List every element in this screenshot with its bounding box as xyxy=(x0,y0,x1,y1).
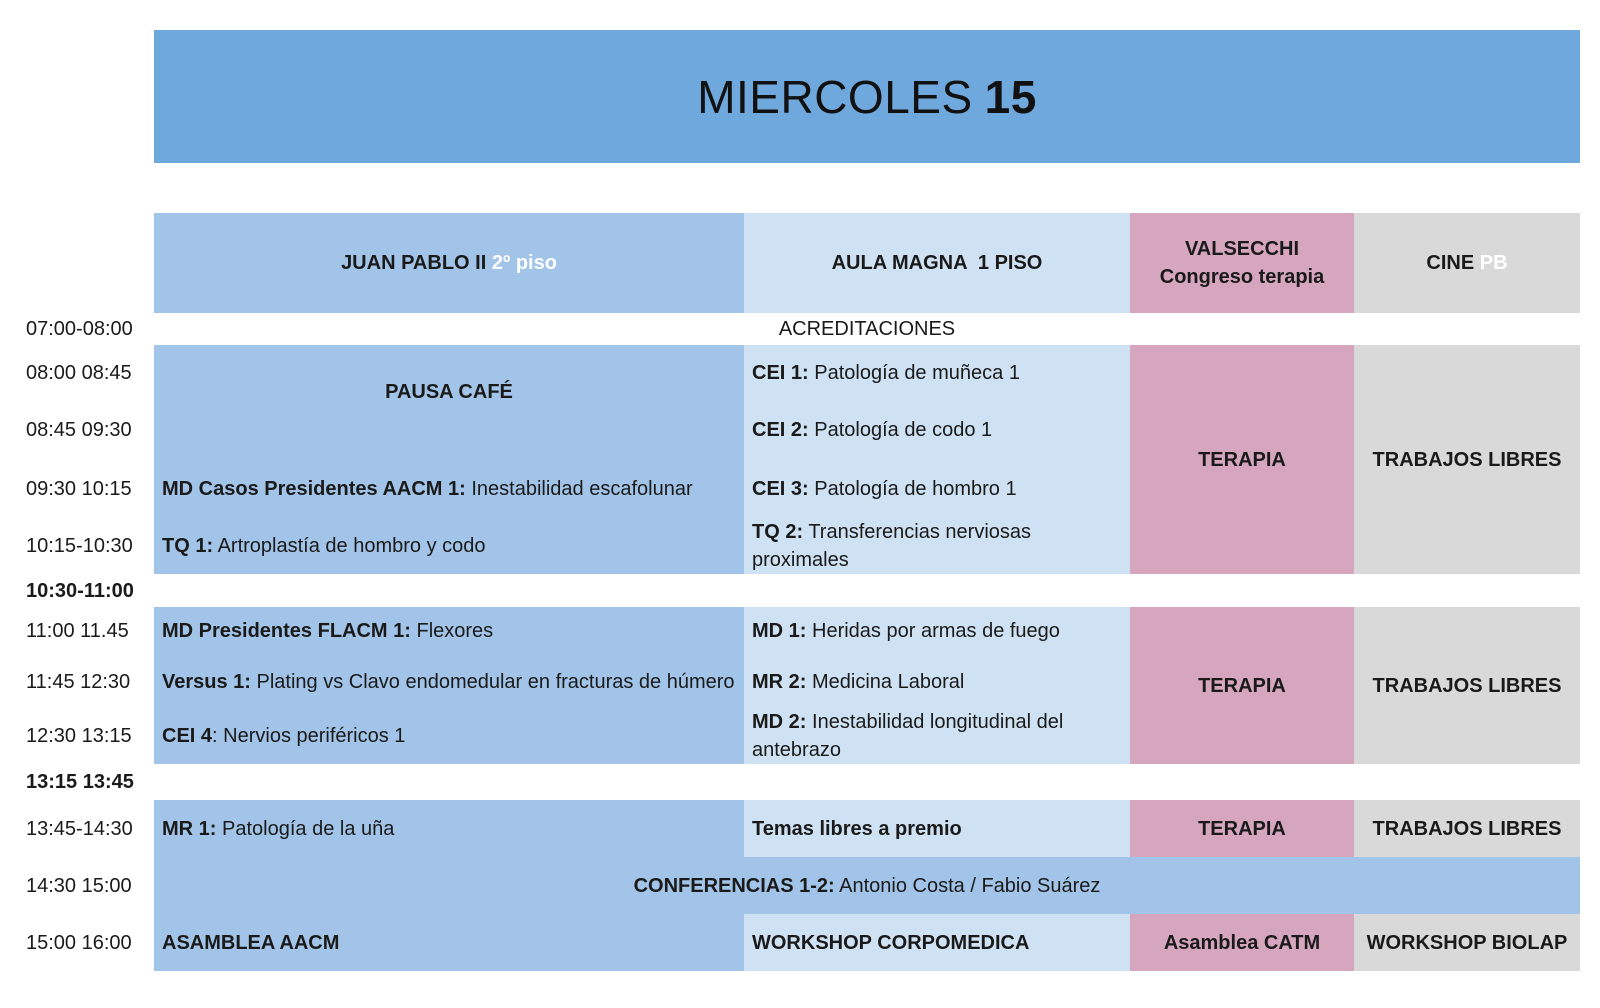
session-code: CEI 4 xyxy=(162,725,213,747)
session-title: Artroplastía de hombro y codo xyxy=(213,535,486,557)
session-code: CONFERENCIAS 1-2: xyxy=(633,874,835,897)
header-juan-pablo-label: JUAN PABLO II xyxy=(341,252,487,274)
session-tq2 xyxy=(744,518,1130,574)
trabajos-libres-block: TRABAJOS LIBRES xyxy=(1354,607,1580,764)
time-slot: 15:00 16:00 xyxy=(26,931,132,954)
session-title: Patología de muñeca 1 xyxy=(808,362,1020,384)
header-juan-pablo-floor: 2º piso xyxy=(491,252,557,274)
schedule-grid xyxy=(0,213,1580,971)
header-valsecchi-label: VALSECCHI xyxy=(1184,238,1300,260)
time-slot: 11:00 11.45 xyxy=(26,620,129,642)
session-asamblea-aacm: ASAMBLEA AACM xyxy=(154,914,744,971)
time-slot: 11:45 12:30 xyxy=(26,670,131,693)
time-slot: 09:30 10:15 xyxy=(26,477,132,500)
header-valsecchi-sub: Congreso terapia xyxy=(1159,266,1325,288)
session-code: TQ 2: xyxy=(752,521,804,543)
trabajos-libres-block: TRABAJOS LIBRES xyxy=(1354,800,1580,857)
session-title: Medicina Laboral xyxy=(806,670,965,693)
time-slot: 10:15-10:30 xyxy=(26,535,133,557)
terapia-block: TERAPIA xyxy=(1130,607,1354,764)
day-name: MIERCOLES xyxy=(697,70,973,123)
session-mr2 xyxy=(744,655,1130,708)
session-title: Antonio Costa / Fabio Suárez xyxy=(834,874,1101,897)
session-asamblea-catm: Asamblea CATM xyxy=(1130,914,1354,971)
session-code: MD 2: xyxy=(752,711,807,733)
time-slot: 13:45-14:30 xyxy=(26,817,133,840)
header-aula-magna xyxy=(744,213,1130,313)
session-cei4 xyxy=(154,708,744,764)
session-title: Patología de codo 1 xyxy=(808,419,993,441)
header-valsecchi xyxy=(1130,213,1354,313)
session-mr1 xyxy=(154,800,744,857)
terapia-block: TERAPIA xyxy=(1130,800,1354,857)
session-title: Patología de la uña xyxy=(216,817,395,840)
trabajos-libres-block: TRABAJOS LIBRES xyxy=(1354,345,1580,574)
session-code: MD Presidentes FLACM 1: xyxy=(162,620,411,642)
session-tq1 xyxy=(154,518,744,574)
time-slot: 14:30 15:00 xyxy=(26,874,132,897)
session-cei3 xyxy=(744,459,1130,518)
session-title: Patología de hombro 1 xyxy=(808,477,1017,500)
session-title: : Nervios periféricos 1 xyxy=(212,725,406,747)
session-title: Plating vs Clavo endomedular en fracturas de húmero xyxy=(250,670,735,693)
header-aula-magna-label: AULA MAGNA 1 PISO xyxy=(831,252,1043,274)
session-temas-libres: Temas libres a premio xyxy=(744,800,1130,857)
time-slot: 10:30-11:00 xyxy=(26,579,134,602)
session-cei1 xyxy=(744,345,1130,401)
session-code: CEI 2: xyxy=(752,419,809,441)
header-cine-floor: PB xyxy=(1479,252,1508,274)
session-cei2 xyxy=(744,401,1130,459)
session-code: MR 2: xyxy=(752,670,807,693)
day-number: 15 xyxy=(984,70,1037,123)
session-conferencias xyxy=(154,857,1580,914)
session-title: Flexores xyxy=(410,620,494,642)
session-code: MR 1: xyxy=(162,817,217,840)
time-slot: 08:45 09:30 xyxy=(26,419,132,441)
time-slot: 12:30 13:15 xyxy=(26,725,132,747)
pausa-cafe: PAUSA CAFÉ xyxy=(154,345,744,459)
header-juan-pablo xyxy=(154,213,744,313)
session-md1 xyxy=(744,607,1130,655)
day-banner xyxy=(154,30,1580,163)
session-code: CEI 1: xyxy=(752,362,809,384)
acreditaciones-row: ACREDITACIONES xyxy=(154,313,1580,345)
break-row xyxy=(154,574,1580,607)
corner-empty xyxy=(0,213,154,313)
session-title: Inestabilidad escafolunar xyxy=(465,477,693,500)
session-md2 xyxy=(744,708,1130,764)
time-slot: 07:00-08:00 xyxy=(26,318,133,340)
session-workshop-biolap: WORKSHOP BIOLAP xyxy=(1354,914,1580,971)
session-code: MD Casos Presidentes AACM 1: xyxy=(162,477,466,500)
time-slot: 13:15 13:45 xyxy=(26,771,134,793)
session-title: Transferencias nerviosas proximales xyxy=(752,521,1032,571)
header-cine xyxy=(1354,213,1580,313)
time-slot: 08:00 08:45 xyxy=(26,362,132,384)
session-code: TQ 1: xyxy=(162,535,214,557)
session-md-casos xyxy=(154,459,744,518)
session-code: MD 1: xyxy=(752,620,807,642)
session-code: CEI 3: xyxy=(752,477,809,500)
session-workshop-corpomedica: WORKSHOP CORPOMEDICA xyxy=(744,914,1130,971)
break-row xyxy=(154,764,1580,800)
header-cine-label: CINE xyxy=(1426,252,1475,274)
session-code: Versus 1: xyxy=(162,670,251,693)
session-versus1 xyxy=(154,655,744,708)
terapia-block: TERAPIA xyxy=(1130,345,1354,574)
session-title: Heridas por armas de fuego xyxy=(806,620,1060,642)
session-md-presidentes xyxy=(154,607,744,655)
session-title: Inestabilidad longitudinal del antebrazo xyxy=(752,711,1064,761)
